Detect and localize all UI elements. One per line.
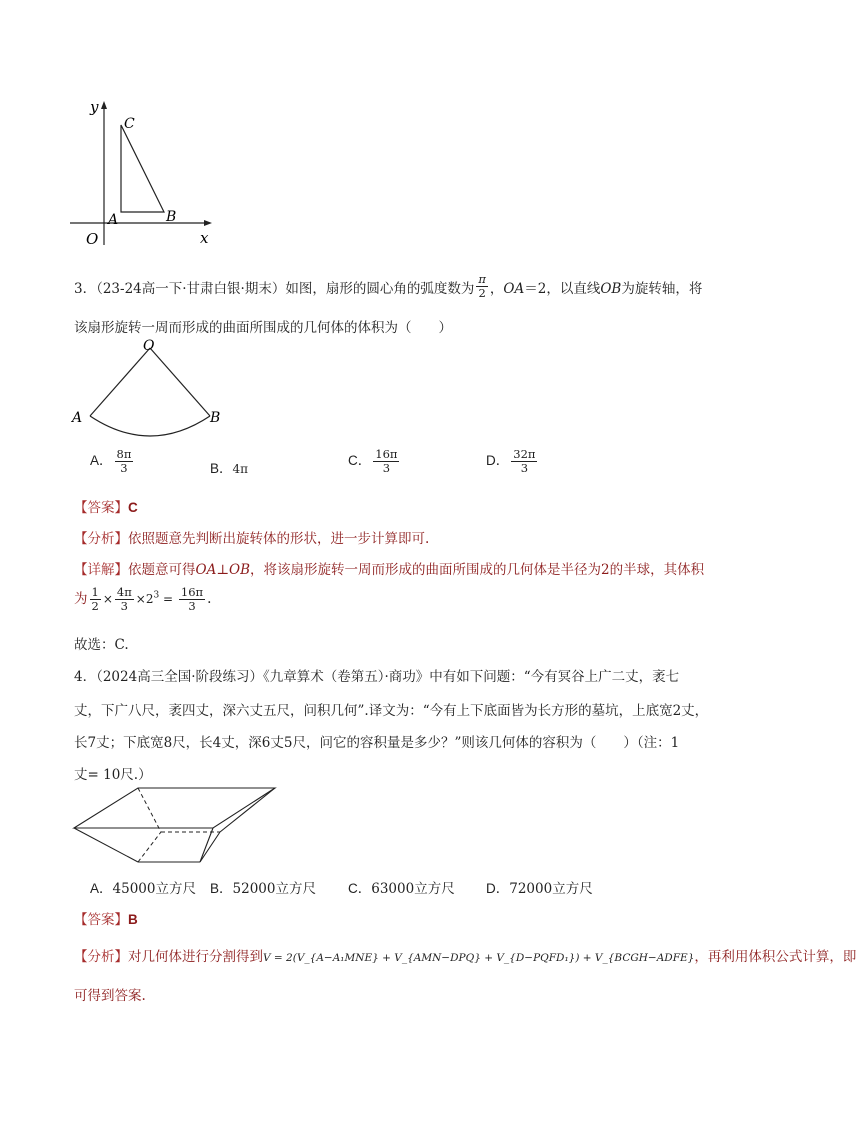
option-value: 4π — [232, 462, 249, 476]
option-fraction — [373, 448, 399, 475]
analysis-text: 依照题意先判断出旋转体的形状，进一步计算即可. — [128, 531, 430, 547]
x-axis-arrow — [204, 220, 212, 226]
fraction-half — [90, 586, 101, 613]
q4-analysis-line2: 可得到答案. — [74, 988, 146, 1004]
detail-radius: 2 — [601, 562, 610, 578]
sector-oa — [90, 348, 150, 416]
label-o: O — [86, 230, 99, 248]
q3-analysis — [74, 527, 429, 547]
answer-tag: 【答案】 — [74, 912, 128, 928]
q3-stem-line2: 该扇形旋转一周而形成的曲面所围成的几何体的体积为（ ） — [74, 320, 452, 336]
q4-answer — [74, 908, 138, 928]
q3-angle-den: 2 — [478, 286, 486, 300]
q3-number: 3． — [74, 281, 97, 297]
option-value: 72000立方尺 — [509, 881, 593, 897]
sector-figure — [66, 336, 236, 446]
label-o: O — [143, 338, 155, 354]
triangle-coordinate-figure — [60, 95, 230, 255]
option-letter: C． — [348, 881, 372, 896]
option-value: 52000立方尺 — [232, 881, 316, 897]
q4-line1-text: （2024高三全国·阶段练习）《九章算术（卷第五）·商功》中有如下问题：“今有冥谷上广二丈，袤七 — [96, 669, 680, 685]
sector-arc — [90, 416, 210, 436]
fraction-den: 3 — [382, 461, 391, 475]
option-value: 63000立方尺 — [371, 881, 455, 897]
label-b: B — [166, 209, 177, 225]
q3-stem-line1 — [74, 272, 703, 300]
q4-analysis-line1 — [74, 945, 856, 965]
fraction-num: 16π — [375, 447, 398, 461]
q3-oa-value: ＝2，以直线 — [524, 281, 601, 297]
q4-option-a[interactable] — [90, 877, 196, 897]
q4-option-b[interactable] — [210, 877, 316, 897]
analysis-tag: 【分析】 — [74, 949, 128, 965]
edge-right-back — [220, 788, 275, 832]
fraction-den: 3 — [120, 461, 128, 475]
option-fraction — [511, 448, 537, 475]
q3-detail-line2 — [74, 586, 211, 613]
q3-angle-fraction — [476, 273, 488, 300]
edge-left-front — [74, 828, 138, 862]
times-two: ×2 — [135, 592, 154, 606]
fraction-num: 16π — [180, 585, 204, 599]
option-letter: A． — [90, 453, 113, 468]
fraction-result — [179, 586, 205, 613]
q3-conclusion: 故选：C. — [74, 637, 129, 653]
analysis-text-b: ，再利用体积公式计算，即 — [694, 949, 856, 965]
option-fraction — [115, 448, 134, 475]
fraction-den: 3 — [520, 461, 529, 475]
q4-stem-line1 — [74, 665, 679, 685]
label-a: A — [108, 212, 119, 228]
option-letter: B． — [210, 461, 233, 476]
option-letter: A． — [90, 881, 113, 896]
q4-number: 4． — [74, 669, 97, 685]
volume-formula: V = 2(V_{A−A₁MNE} + V_{AMN−DPQ} + V_{D−PQFD₁}) + V_{BCGH−ADFE} — [263, 952, 695, 964]
option-letter: D． — [486, 881, 510, 896]
option-letter: C． — [348, 453, 372, 468]
option-value: 45000立方尺 — [112, 881, 196, 897]
q3-line1-end: 为旋转轴，将 — [621, 281, 703, 297]
option-letter: D． — [486, 453, 510, 468]
q4-stem-line3: 长7丈；下底宽8尺，长4丈，深6丈5尺，问它的容积量是多少？”则该几何体的容积为（ ）（注：1 — [74, 735, 680, 751]
q3-oa: OA — [503, 281, 525, 297]
fraction-den: 3 — [120, 599, 128, 613]
bottom-left — [138, 832, 161, 862]
top-face — [74, 788, 275, 828]
answer-value: C — [128, 500, 138, 515]
fraction-num: 8π — [116, 447, 132, 461]
label-a: A — [72, 410, 83, 426]
q3-option-b[interactable] — [210, 457, 248, 477]
q3-angle-num: π — [478, 272, 486, 286]
q3-option-c[interactable] — [348, 448, 401, 475]
fraction-four-pi-thirds — [115, 586, 134, 613]
q3-option-a[interactable] — [90, 448, 135, 475]
detail-prefix: 为 — [74, 591, 88, 607]
frustum-figure — [70, 782, 285, 870]
fraction-den: 3 — [188, 599, 196, 613]
sector-ob — [150, 348, 210, 416]
label-c: C — [124, 116, 135, 132]
times-sign: × — [102, 592, 113, 606]
option-letter: B． — [210, 881, 233, 896]
equals-sign: = — [159, 592, 177, 606]
detail-text-a: 依题意可得 — [128, 562, 196, 578]
q4-option-d[interactable] — [486, 877, 593, 897]
q4-option-c[interactable] — [348, 877, 455, 897]
q3-detail-line1 — [74, 558, 704, 578]
detail-math: OA⊥OB — [195, 562, 251, 578]
answer-value: B — [128, 912, 138, 927]
detail-text-b: ，将该扇形旋转一周而形成的曲面所围成的几何体是半径为 — [250, 562, 602, 578]
analysis-tag: 【分析】 — [74, 531, 128, 547]
q3-source-text: （23-24高一下·甘肃白银·期末）如图，扇形的圆心角的弧度数为 — [96, 281, 475, 297]
detail-tag: 【详解】 — [74, 562, 128, 578]
fraction-den: 2 — [91, 599, 99, 613]
analysis-text-a: 对几何体进行分割得到 — [128, 949, 263, 965]
q3-answer — [74, 496, 138, 516]
q4-stem-line4: 丈= 10尺.） — [74, 767, 152, 783]
label-y: y — [90, 98, 99, 116]
edge-left-back — [138, 788, 161, 832]
triangle-abc — [121, 125, 164, 212]
detail-text-c: 的半球，其体积 — [609, 562, 705, 578]
q3-ob: OB — [600, 281, 622, 297]
label-b: B — [210, 410, 221, 426]
label-x: x — [200, 229, 209, 247]
fraction-num: 4π — [116, 585, 132, 599]
answer-tag: 【答案】 — [74, 500, 128, 516]
period: . — [207, 591, 212, 607]
q3-comma: ， — [489, 281, 504, 297]
fraction-num: 32π — [513, 447, 536, 461]
fraction-num: 1 — [91, 585, 99, 599]
q4-stem-line2: 丈，下广八尺，袤四丈，深六丈五尺，问积几何”.译文为：“今有上下底面皆为长方形的墓坑，上底宽2丈， — [74, 703, 709, 719]
y-axis-arrow — [101, 101, 107, 109]
power: 3 — [153, 590, 160, 601]
q3-option-d[interactable] — [486, 448, 539, 475]
